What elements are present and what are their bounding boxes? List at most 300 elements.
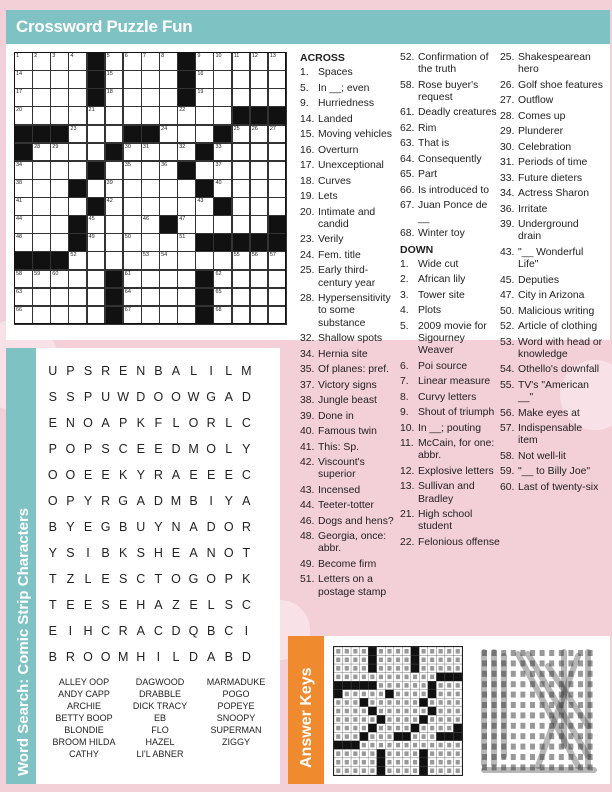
- wordsearch-letter[interactable]: E: [224, 468, 233, 482]
- grid-cell[interactable]: [14, 106, 33, 125]
- grid-cell[interactable]: [250, 270, 269, 289]
- grid-cell[interactable]: [32, 179, 51, 198]
- wordsearch-letter[interactable]: E: [66, 598, 75, 612]
- grid-cell[interactable]: [32, 143, 51, 162]
- grid-cell[interactable]: [123, 143, 142, 162]
- wordsearch-letter[interactable]: R: [153, 468, 163, 482]
- grid-cell[interactable]: [123, 270, 142, 289]
- wordsearch-letter[interactable]: P: [83, 442, 93, 456]
- grid-cell[interactable]: [141, 215, 160, 234]
- grid-cell[interactable]: [68, 70, 87, 89]
- wordsearch-letter[interactable]: Z: [172, 598, 180, 612]
- grid-cell[interactable]: [141, 197, 160, 216]
- grid-cell[interactable]: [123, 106, 142, 125]
- grid-cell[interactable]: [50, 215, 69, 234]
- grid-cell[interactable]: [123, 88, 142, 107]
- grid-cell[interactable]: [123, 233, 142, 252]
- grid-cell[interactable]: [50, 52, 69, 71]
- grid-cell[interactable]: [213, 215, 232, 234]
- wordsearch-letter[interactable]: M: [241, 364, 252, 378]
- grid-cell[interactable]: [213, 306, 232, 325]
- wordsearch-letter[interactable]: Y: [154, 520, 163, 534]
- grid-cell[interactable]: [105, 52, 124, 71]
- grid-cell[interactable]: [68, 143, 87, 162]
- grid-cell[interactable]: [105, 179, 124, 198]
- wordsearch-letter[interactable]: D: [171, 442, 181, 456]
- grid-cell[interactable]: [268, 197, 287, 216]
- grid-cell[interactable]: [68, 197, 87, 216]
- grid-cell[interactable]: [268, 251, 287, 270]
- grid-cell[interactable]: [177, 197, 196, 216]
- wordsearch-letter[interactable]: F: [154, 416, 163, 430]
- wordsearch-letter[interactable]: I: [244, 624, 249, 638]
- grid-cell[interactable]: [232, 179, 251, 198]
- wordsearch-letter[interactable]: D: [241, 650, 251, 664]
- grid-cell[interactable]: [250, 52, 269, 71]
- wordsearch-letter[interactable]: A: [154, 598, 163, 612]
- wordsearch-letter[interactable]: O: [188, 416, 199, 430]
- grid-cell[interactable]: [232, 251, 251, 270]
- wordsearch-letter[interactable]: A: [242, 494, 251, 508]
- grid-cell[interactable]: [268, 125, 287, 144]
- grid-cell[interactable]: [105, 88, 124, 107]
- grid-cell[interactable]: [50, 288, 69, 307]
- wordsearch-letter[interactable]: N: [65, 416, 75, 430]
- grid-cell[interactable]: [141, 306, 160, 325]
- grid-cell[interactable]: [159, 52, 178, 71]
- wordsearch-letter[interactable]: O: [171, 572, 181, 586]
- grid-cell[interactable]: [50, 88, 69, 107]
- wordsearch-letter[interactable]: T: [154, 572, 163, 586]
- wordsearch-letter[interactable]: P: [83, 390, 93, 404]
- grid-cell[interactable]: [141, 143, 160, 162]
- wordsearch-letter[interactable]: A: [101, 416, 110, 430]
- wordsearch-letter[interactable]: I: [86, 546, 90, 560]
- grid-cell[interactable]: [123, 197, 142, 216]
- wordsearch-letter[interactable]: O: [65, 468, 76, 482]
- wordsearch-letter[interactable]: E: [154, 442, 163, 456]
- wordsearch-letter[interactable]: N: [136, 364, 146, 378]
- grid-cell[interactable]: [141, 270, 160, 289]
- grid-cell[interactable]: [14, 52, 33, 71]
- wordsearch-letter[interactable]: B: [119, 520, 128, 534]
- grid-cell[interactable]: [141, 251, 160, 270]
- wordsearch-letter[interactable]: O: [206, 442, 216, 456]
- wordsearch-letter[interactable]: N: [206, 546, 216, 560]
- grid-cell[interactable]: [50, 233, 69, 252]
- grid-cell[interactable]: [32, 197, 51, 216]
- grid-cell[interactable]: [87, 143, 106, 162]
- grid-cell[interactable]: [123, 52, 142, 71]
- grid-cell[interactable]: [14, 179, 33, 198]
- wordsearch-letter[interactable]: P: [224, 572, 233, 586]
- grid-cell[interactable]: [32, 306, 51, 325]
- grid-cell[interactable]: [32, 215, 51, 234]
- grid-cell[interactable]: [177, 306, 196, 325]
- wordsearch-letter[interactable]: D: [241, 390, 251, 404]
- grid-cell[interactable]: [195, 251, 214, 270]
- wordsearch-letter[interactable]: L: [172, 416, 180, 430]
- wordsearch-letter[interactable]: S: [66, 546, 75, 560]
- grid-cell[interactable]: [68, 306, 87, 325]
- wordsearch-letter[interactable]: O: [83, 650, 93, 664]
- wordsearch-letter[interactable]: K: [119, 468, 128, 482]
- grid-cell[interactable]: [32, 288, 51, 307]
- grid-cell[interactable]: [195, 106, 214, 125]
- wordsearch-letter[interactable]: D: [153, 494, 163, 508]
- grid-cell[interactable]: [159, 251, 178, 270]
- wordsearch-letter[interactable]: A: [189, 520, 198, 534]
- grid-cell[interactable]: [50, 306, 69, 325]
- wordsearch-letter[interactable]: W: [187, 390, 200, 404]
- wordsearch-letter[interactable]: O: [171, 390, 181, 404]
- grid-cell[interactable]: [213, 88, 232, 107]
- wordsearch-letter[interactable]: E: [48, 416, 57, 430]
- wordsearch-letter[interactable]: E: [101, 468, 110, 482]
- grid-cell[interactable]: [14, 288, 33, 307]
- wordsearch-letter[interactable]: C: [224, 624, 234, 638]
- wordsearch-letter[interactable]: L: [225, 364, 233, 378]
- grid-cell[interactable]: [213, 270, 232, 289]
- grid-cell[interactable]: [232, 143, 251, 162]
- grid-cell[interactable]: [123, 306, 142, 325]
- grid-cell[interactable]: [232, 70, 251, 89]
- grid-cell[interactable]: [268, 161, 287, 180]
- wordsearch-letter[interactable]: Y: [136, 468, 145, 482]
- wordsearch-letter[interactable]: T: [242, 546, 251, 560]
- grid-cell[interactable]: [14, 306, 33, 325]
- wordsearch-letter[interactable]: P: [66, 494, 75, 508]
- wordsearch-letter[interactable]: S: [136, 546, 145, 560]
- grid-cell[interactable]: [268, 52, 287, 71]
- wordsearch-letter[interactable]: S: [48, 390, 57, 404]
- grid-cell[interactable]: [14, 88, 33, 107]
- wordsearch-letter[interactable]: U: [48, 364, 58, 378]
- grid-cell[interactable]: [213, 106, 232, 125]
- grid-cell[interactable]: [87, 233, 106, 252]
- grid-cell[interactable]: [14, 270, 33, 289]
- wordsearch-letter[interactable]: R: [101, 494, 111, 508]
- grid-cell[interactable]: [250, 143, 269, 162]
- grid-cell[interactable]: [68, 106, 87, 125]
- wordsearch-letter[interactable]: H: [83, 624, 93, 638]
- grid-cell[interactable]: [50, 70, 69, 89]
- wordsearch-letter[interactable]: E: [119, 364, 128, 378]
- grid-cell[interactable]: [177, 143, 196, 162]
- wordsearch-letter[interactable]: O: [83, 416, 93, 430]
- wordsearch-letter[interactable]: R: [241, 520, 251, 534]
- grid-cell[interactable]: [32, 52, 51, 71]
- wordsearch-letter[interactable]: O: [47, 468, 58, 482]
- grid-cell[interactable]: [105, 161, 124, 180]
- grid-cell[interactable]: [32, 233, 51, 252]
- grid-cell[interactable]: [32, 70, 51, 89]
- wordsearch-letter[interactable]: E: [119, 598, 128, 612]
- grid-cell[interactable]: [50, 143, 69, 162]
- grid-cell[interactable]: [68, 288, 87, 307]
- wordsearch-letter[interactable]: L: [190, 364, 198, 378]
- wordsearch-letter[interactable]: S: [83, 364, 93, 378]
- wordsearch-letter[interactable]: B: [189, 494, 198, 508]
- wordsearch-letter[interactable]: E: [189, 468, 198, 482]
- wordsearch-letter[interactable]: K: [242, 572, 251, 586]
- grid-cell[interactable]: [268, 88, 287, 107]
- grid-cell[interactable]: [177, 106, 196, 125]
- grid-cell[interactable]: [250, 70, 269, 89]
- wordsearch-letter[interactable]: B: [206, 624, 216, 638]
- grid-cell[interactable]: [268, 306, 287, 325]
- wordsearch-letter[interactable]: R: [101, 364, 111, 378]
- wordsearch-letter[interactable]: C: [101, 624, 111, 638]
- grid-cell[interactable]: [195, 52, 214, 71]
- wordsearch-letter[interactable]: O: [65, 442, 76, 456]
- grid-cell[interactable]: [159, 197, 178, 216]
- grid-cell[interactable]: [68, 251, 87, 270]
- wordsearch-letter[interactable]: O: [223, 520, 234, 534]
- grid-cell[interactable]: [232, 288, 251, 307]
- wordsearch-letter[interactable]: O: [206, 572, 216, 586]
- grid-cell[interactable]: [268, 143, 287, 162]
- grid-cell[interactable]: [268, 288, 287, 307]
- wordsearch-letter[interactable]: O: [153, 390, 164, 404]
- grid-cell[interactable]: [177, 288, 196, 307]
- grid-cell[interactable]: [159, 70, 178, 89]
- grid-cell[interactable]: [87, 179, 106, 198]
- wordsearch-letter[interactable]: B: [48, 650, 57, 664]
- wordsearch-letter[interactable]: H: [153, 546, 163, 560]
- grid-cell[interactable]: [123, 179, 142, 198]
- wordsearch-letter[interactable]: M: [117, 650, 129, 664]
- grid-cell[interactable]: [87, 270, 106, 289]
- wordsearch-letter[interactable]: L: [84, 572, 92, 586]
- wordsearch-letter[interactable]: I: [156, 650, 161, 664]
- wordsearch-letter[interactable]: O: [47, 494, 58, 508]
- grid-cell[interactable]: [159, 143, 178, 162]
- grid-cell[interactable]: [87, 251, 106, 270]
- wordsearch-letter[interactable]: C: [118, 442, 128, 456]
- wordsearch-letter[interactable]: D: [189, 650, 199, 664]
- wordsearch-letter[interactable]: Y: [66, 520, 75, 534]
- wordsearch-letter[interactable]: P: [66, 364, 75, 378]
- wordsearch-letter[interactable]: M: [170, 494, 182, 508]
- grid-cell[interactable]: [105, 106, 124, 125]
- grid-cell[interactable]: [159, 270, 178, 289]
- wordsearch-letter[interactable]: H: [136, 598, 146, 612]
- grid-cell[interactable]: [250, 251, 269, 270]
- grid-cell[interactable]: [195, 70, 214, 89]
- wordsearch-letter[interactable]: L: [225, 442, 233, 456]
- grid-cell[interactable]: [141, 179, 160, 198]
- grid-cell[interactable]: [195, 161, 214, 180]
- wordsearch-letter[interactable]: E: [136, 442, 145, 456]
- wordsearch-letter[interactable]: A: [189, 546, 198, 560]
- wordsearch-letter[interactable]: L: [172, 650, 180, 664]
- grid-cell[interactable]: [250, 88, 269, 107]
- wordsearch-letter[interactable]: E: [48, 624, 57, 638]
- grid-cell[interactable]: [195, 215, 214, 234]
- grid-cell[interactable]: [105, 197, 124, 216]
- grid-cell[interactable]: [141, 288, 160, 307]
- wordsearch-letter[interactable]: A: [224, 390, 233, 404]
- grid-cell[interactable]: [105, 215, 124, 234]
- grid-cell[interactable]: [123, 288, 142, 307]
- wordsearch-letter[interactable]: S: [101, 598, 110, 612]
- wordsearch-letter[interactable]: Y: [224, 494, 233, 508]
- wordsearch-letter[interactable]: Z: [66, 572, 75, 586]
- wordsearch-letter[interactable]: I: [209, 494, 213, 508]
- grid-cell[interactable]: [14, 70, 33, 89]
- grid-cell[interactable]: [32, 161, 51, 180]
- grid-cell[interactable]: [105, 251, 124, 270]
- wordsearch-letter[interactable]: E: [83, 598, 93, 612]
- grid-cell[interactable]: [177, 233, 196, 252]
- wordsearch-letter[interactable]: E: [171, 546, 181, 560]
- grid-cell[interactable]: [159, 88, 178, 107]
- wordsearch-letter[interactable]: I: [209, 364, 213, 378]
- grid-cell[interactable]: [159, 106, 178, 125]
- grid-cell[interactable]: [213, 288, 232, 307]
- grid-cell[interactable]: [213, 161, 232, 180]
- grid-cell[interactable]: [14, 215, 33, 234]
- grid-cell[interactable]: [195, 88, 214, 107]
- wordsearch-letter[interactable]: E: [206, 468, 216, 482]
- wordsearch-letter[interactable]: Y: [83, 494, 93, 508]
- wordsearch-letter[interactable]: D: [171, 624, 181, 638]
- grid-cell[interactable]: [213, 251, 232, 270]
- grid-cell[interactable]: [268, 270, 287, 289]
- wordsearch-letter[interactable]: O: [223, 546, 234, 560]
- wordsearch-letter[interactable]: Q: [188, 624, 199, 638]
- grid-cell[interactable]: [141, 70, 160, 89]
- wordsearch-letter[interactable]: G: [206, 390, 216, 404]
- grid-cell[interactable]: [268, 70, 287, 89]
- wordsearch-letter[interactable]: C: [241, 598, 251, 612]
- wordsearch-letter[interactable]: R: [206, 416, 216, 430]
- grid-cell[interactable]: [123, 70, 142, 89]
- grid-cell[interactable]: [32, 88, 51, 107]
- wordsearch-letter[interactable]: T: [48, 572, 57, 586]
- wordsearch-letter[interactable]: S: [66, 390, 75, 404]
- wordsearch-letter[interactable]: B: [48, 520, 57, 534]
- wordsearch-letter[interactable]: B: [101, 546, 110, 560]
- wordsearch-letter[interactable]: A: [136, 624, 145, 638]
- wordsearch-letter[interactable]: E: [189, 598, 198, 612]
- grid-cell[interactable]: [68, 270, 87, 289]
- grid-cell[interactable]: [159, 233, 178, 252]
- grid-cell[interactable]: [232, 306, 251, 325]
- grid-cell[interactable]: [50, 106, 69, 125]
- grid-cell[interactable]: [250, 125, 269, 144]
- grid-cell[interactable]: [159, 306, 178, 325]
- grid-cell[interactable]: [177, 179, 196, 198]
- wordsearch-letter[interactable]: C: [136, 572, 146, 586]
- wordsearch-letter[interactable]: K: [119, 546, 128, 560]
- wordsearch-letter[interactable]: G: [100, 520, 111, 534]
- grid-cell[interactable]: [232, 215, 251, 234]
- wordsearch-letter[interactable]: U: [101, 390, 111, 404]
- wordsearch-letter[interactable]: M: [188, 442, 199, 456]
- wordsearch-letter[interactable]: S: [119, 572, 128, 586]
- grid-cell[interactable]: [14, 161, 33, 180]
- wordsearch-letter[interactable]: E: [83, 468, 93, 482]
- grid-cell[interactable]: [177, 270, 196, 289]
- wordsearch-letter[interactable]: R: [118, 624, 128, 638]
- wordsearch-letter[interactable]: P: [48, 442, 57, 456]
- wordsearch-letter[interactable]: Y: [48, 546, 57, 560]
- grid-cell[interactable]: [87, 125, 106, 144]
- grid-cell[interactable]: [68, 52, 87, 71]
- wordsearch-letter[interactable]: G: [118, 494, 129, 508]
- wordsearch-letter[interactable]: P: [119, 416, 128, 430]
- grid-cell[interactable]: [32, 106, 51, 125]
- wordsearch-letter[interactable]: N: [171, 520, 181, 534]
- wordsearch-letter[interactable]: G: [188, 572, 199, 586]
- grid-cell[interactable]: [87, 288, 106, 307]
- grid-cell[interactable]: [105, 233, 124, 252]
- grid-cell[interactable]: [50, 197, 69, 216]
- wordsearch-letter[interactable]: A: [136, 494, 145, 508]
- grid-cell[interactable]: [159, 179, 178, 198]
- grid-cell[interactable]: [14, 233, 33, 252]
- grid-cell[interactable]: [159, 288, 178, 307]
- grid-cell[interactable]: [232, 52, 251, 71]
- grid-cell[interactable]: [123, 161, 142, 180]
- grid-cell[interactable]: [232, 88, 251, 107]
- wordsearch-letter[interactable]: S: [224, 598, 233, 612]
- wordsearch-letter[interactable]: S: [101, 442, 110, 456]
- grid-cell[interactable]: [123, 215, 142, 234]
- grid-cell[interactable]: [250, 161, 269, 180]
- grid-cell[interactable]: [68, 161, 87, 180]
- grid-cell[interactable]: [213, 70, 232, 89]
- grid-cell[interactable]: [123, 251, 142, 270]
- wordsearch-letter[interactable]: B: [224, 650, 233, 664]
- wordsearch-letter[interactable]: C: [241, 416, 251, 430]
- grid-cell[interactable]: [87, 215, 106, 234]
- grid-cell[interactable]: [250, 306, 269, 325]
- grid-cell[interactable]: [177, 215, 196, 234]
- grid-cell[interactable]: [141, 52, 160, 71]
- wordsearch-letter[interactable]: D: [206, 520, 216, 534]
- grid-cell[interactable]: [105, 125, 124, 144]
- wordsearch-letter[interactable]: L: [225, 416, 233, 430]
- grid-cell[interactable]: [159, 161, 178, 180]
- grid-cell[interactable]: [141, 106, 160, 125]
- grid-cell[interactable]: [50, 179, 69, 198]
- wordsearch-letter[interactable]: B: [154, 364, 163, 378]
- grid-cell[interactable]: [50, 161, 69, 180]
- grid-cell[interactable]: [232, 197, 251, 216]
- wordsearch-letter[interactable]: O: [100, 650, 111, 664]
- grid-cell[interactable]: [159, 125, 178, 144]
- wordsearch-letter[interactable]: D: [136, 390, 146, 404]
- grid-cell[interactable]: [232, 161, 251, 180]
- grid-cell[interactable]: [232, 125, 251, 144]
- wordsearch-letter[interactable]: T: [48, 598, 57, 612]
- grid-cell[interactable]: [14, 197, 33, 216]
- grid-cell[interactable]: [50, 270, 69, 289]
- wordsearch-letter[interactable]: A: [171, 468, 181, 482]
- wordsearch-letter[interactable]: E: [101, 572, 110, 586]
- grid-cell[interactable]: [68, 88, 87, 107]
- wordsearch-letter[interactable]: R: [65, 650, 75, 664]
- wordsearch-letter[interactable]: K: [136, 416, 145, 430]
- wordsearch-letter[interactable]: C: [153, 624, 163, 638]
- wordsearch-letter[interactable]: H: [136, 650, 146, 664]
- wordsearch-letter[interactable]: W: [117, 390, 130, 404]
- wordsearch-letter[interactable]: U: [136, 520, 146, 534]
- wordsearch-letter[interactable]: E: [83, 520, 93, 534]
